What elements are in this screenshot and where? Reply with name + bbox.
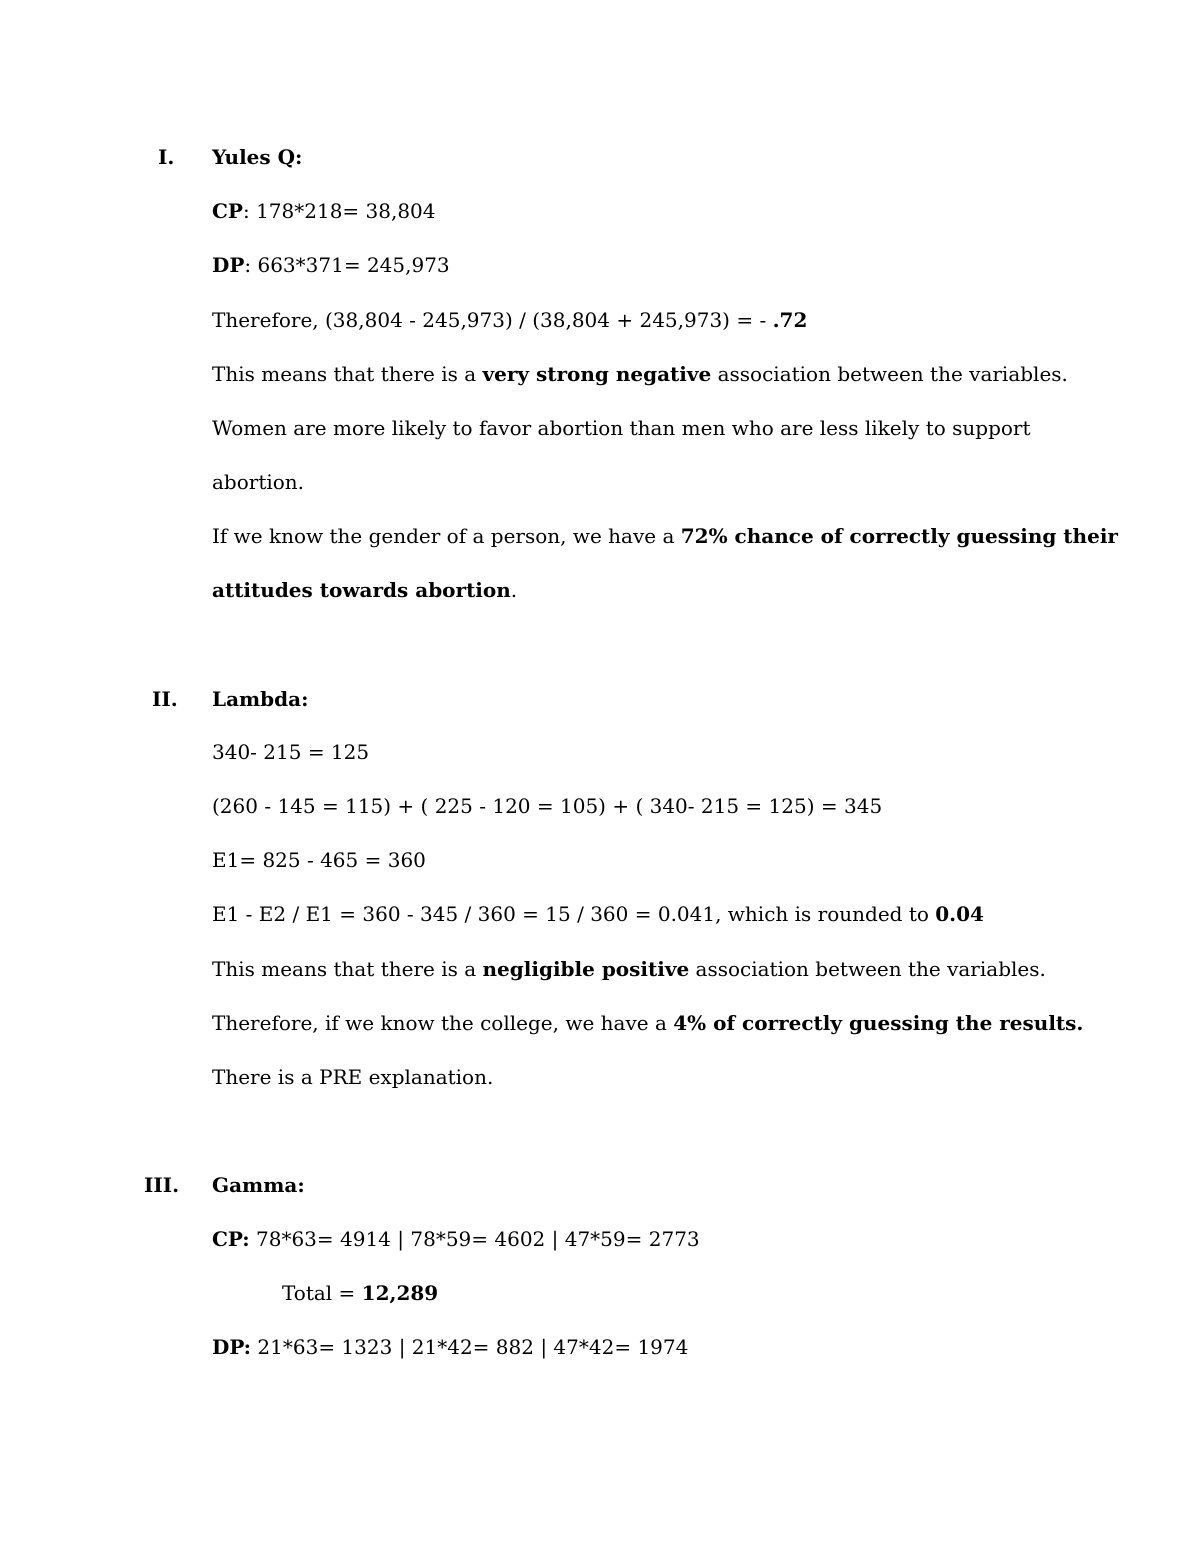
gender-bold-1: 72% chance of correctly guessing their (680, 524, 1118, 548)
heading-text: Yules Q: (212, 145, 303, 169)
meaning-pre: This means that there is a (212, 362, 483, 386)
cp-text: : 178*218= 38,804 (242, 199, 436, 223)
heading-text: Gamma: (212, 1173, 305, 1197)
gender-line-2 (212, 578, 517, 602)
therefore-text: Therefore, (38,804 - 245,973) / (38,804 + 245,973) = - (212, 308, 773, 332)
meaning-post: association between the variables. (711, 362, 1068, 386)
meaning-pre: This means that there is a (212, 957, 483, 981)
section-heading (212, 1173, 305, 1197)
meaning-line (212, 362, 1068, 386)
lambda-line-4 (212, 902, 984, 926)
lambda-line-4-value: 0.04 (935, 902, 984, 926)
lambda-line-1: 340- 215 = 125 (212, 740, 370, 764)
therefore-line (212, 308, 807, 332)
college-bold: 4% of correctly guessing the results. (673, 1011, 1084, 1035)
cp-label: CP (212, 199, 243, 223)
cp-label: CP: (212, 1227, 250, 1251)
gender-pre: If we know the gender of a person, we have a (212, 524, 681, 548)
gender-line-1 (212, 524, 1118, 548)
section-numeral: III. (144, 1173, 180, 1197)
college-line (212, 1011, 1083, 1035)
dp-line (212, 253, 450, 277)
total-value: 12,289 (361, 1281, 439, 1305)
gamma-dp-line (212, 1335, 688, 1359)
gamma-cp-line (212, 1227, 700, 1251)
meaning-bold: negligible positive (482, 957, 690, 981)
dp-label: DP: (212, 1335, 252, 1359)
lambda-line-2: (260 - 145 = 115) + ( 225 - 120 = 105) + ( 340- 215 = 125) = 345 (212, 794, 883, 818)
meaning-bold: very strong negative (482, 362, 712, 386)
gamma-total-line (282, 1281, 438, 1305)
dp-text: : 663*371= 245,973 (244, 253, 450, 277)
heading-text: Lambda: (212, 687, 309, 711)
section-numeral: II. (152, 687, 178, 711)
gender-post: . (510, 578, 518, 602)
lambda-line-3: E1= 825 - 465 = 360 (212, 848, 426, 872)
section-heading (212, 687, 309, 711)
pre-line: There is a PRE explanation. (212, 1065, 494, 1089)
section-numeral: I. (158, 145, 175, 169)
gender-bold-2: attitudes towards abortion (212, 578, 511, 602)
dp-label: DP (212, 253, 245, 277)
cp-line (212, 199, 436, 223)
meaning-post: association between the variables. (689, 957, 1046, 981)
college-pre: Therefore, if we know the college, we have a (212, 1011, 674, 1035)
women-line-2: abortion. (212, 470, 305, 494)
meaning-line (212, 957, 1046, 981)
total-label: Total = (282, 1281, 362, 1305)
lambda-line-4-text: E1 - E2 / E1 = 360 - 345 / 360 = 15 / 360 = 0.041, which is rounded to (212, 902, 936, 926)
cp-text: 78*63= 4914 | 78*59= 4602 | 47*59= 2773 (249, 1227, 700, 1251)
women-line-1: Women are more likely to favor abortion than men who are less likely to support (212, 416, 1031, 440)
therefore-value: .72 (772, 308, 808, 332)
dp-text: 21*63= 1323 | 21*42= 882 | 47*42= 1974 (251, 1335, 689, 1359)
section-heading (212, 145, 302, 169)
